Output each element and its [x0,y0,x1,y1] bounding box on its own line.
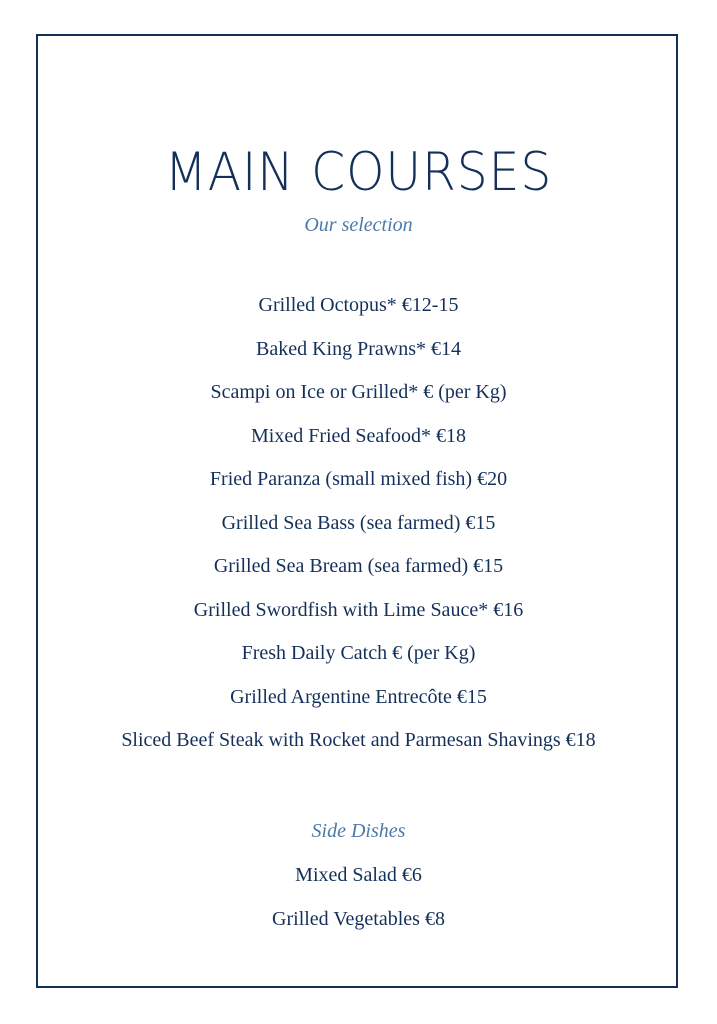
menu-item: Fried Paranza (small mixed fish) €20 [209,468,508,490]
menu-item: Grilled Sea Bass (sea farmed) €15 [221,511,496,534]
menu-item: Grilled Octopus* €12-15 [258,294,459,316]
menu-item: Baked King Prawns* €14 [256,337,461,360]
side-dish-item: Grilled Vegetables €8 [272,907,445,930]
page-subtitle: Our selection [304,214,413,236]
side-dishes-heading: Side Dishes [311,820,406,842]
side-dishes-list [0,860,717,947]
menu-item: Mixed Fried Seafood* €18 [251,424,466,447]
menu-item: Scampi on Ice or Grilled* € (per Kg) [210,381,507,403]
side-dish-item: Mixed Salad €6 [295,864,422,886]
page-title: MAIN COURSES [164,142,553,203]
menu-item: Grilled Argentine Entrecôte €15 [230,685,487,708]
menu-item: Grilled Sea Bream (sea farmed) €15 [213,555,504,577]
menu-item: Grilled Swordfish with Lime Sauce* €16 [193,598,524,621]
menu-item: Sliced Beef Steak with Rocket and Parmesan Shavings €18 [121,729,596,751]
main-courses-list [0,290,717,769]
menu-item: Fresh Daily Catch € (per Kg) [241,642,476,664]
